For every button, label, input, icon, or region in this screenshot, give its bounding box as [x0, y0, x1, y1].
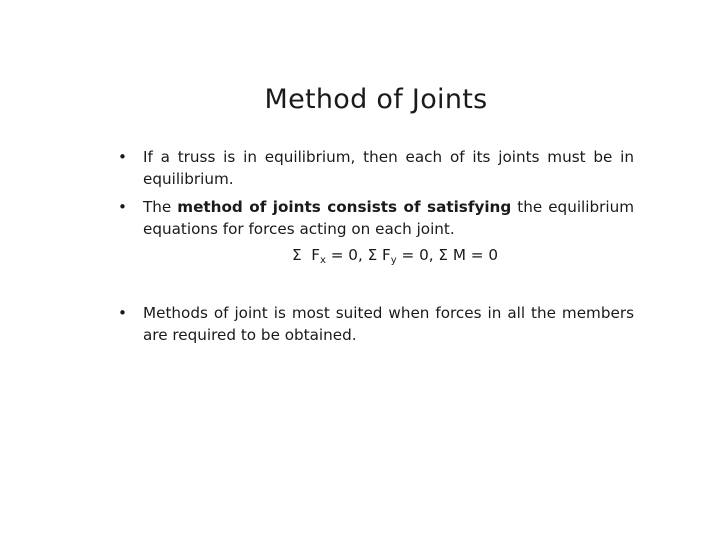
subscript-x: x — [319, 255, 326, 266]
bullet-icon: • — [118, 148, 127, 166]
force-symbol: F — [382, 246, 391, 264]
bullet-text: If a truss is in equilibrium, then each of its joints must be in equilibrium. — [143, 148, 634, 188]
bullet-item-1 — [116, 146, 634, 190]
bullet-item-2 — [116, 196, 634, 240]
bullet-text-bold: method of joints consists of satisfying — [177, 198, 512, 216]
equilibrium-equation — [116, 244, 634, 272]
sigma-symbol: Σ — [438, 246, 449, 264]
bullet-icon: • — [118, 198, 127, 216]
subscript-y: y — [390, 255, 397, 266]
equation-separator: = 0, — [325, 246, 368, 264]
equation-separator: = 0, — [396, 246, 439, 264]
slide-title: Method of Joints — [264, 84, 488, 115]
bullet-text: Methods of joint is most suited when forces in all the members are required to be obtained. — [143, 304, 634, 344]
bullet-icon: • — [118, 304, 127, 322]
bullet-item-3 — [116, 302, 634, 346]
slide-content — [116, 146, 634, 346]
sigma-symbol: Σ — [291, 246, 302, 264]
spacer — [116, 272, 634, 302]
force-symbol: F — [311, 246, 320, 264]
moment-equation: M = 0 — [448, 246, 499, 264]
bullet-text-before: The — [143, 198, 178, 216]
bullet-text-after: the equilibrium equations for forces acting on each joint. — [143, 198, 635, 238]
sigma-symbol: Σ — [367, 246, 378, 264]
